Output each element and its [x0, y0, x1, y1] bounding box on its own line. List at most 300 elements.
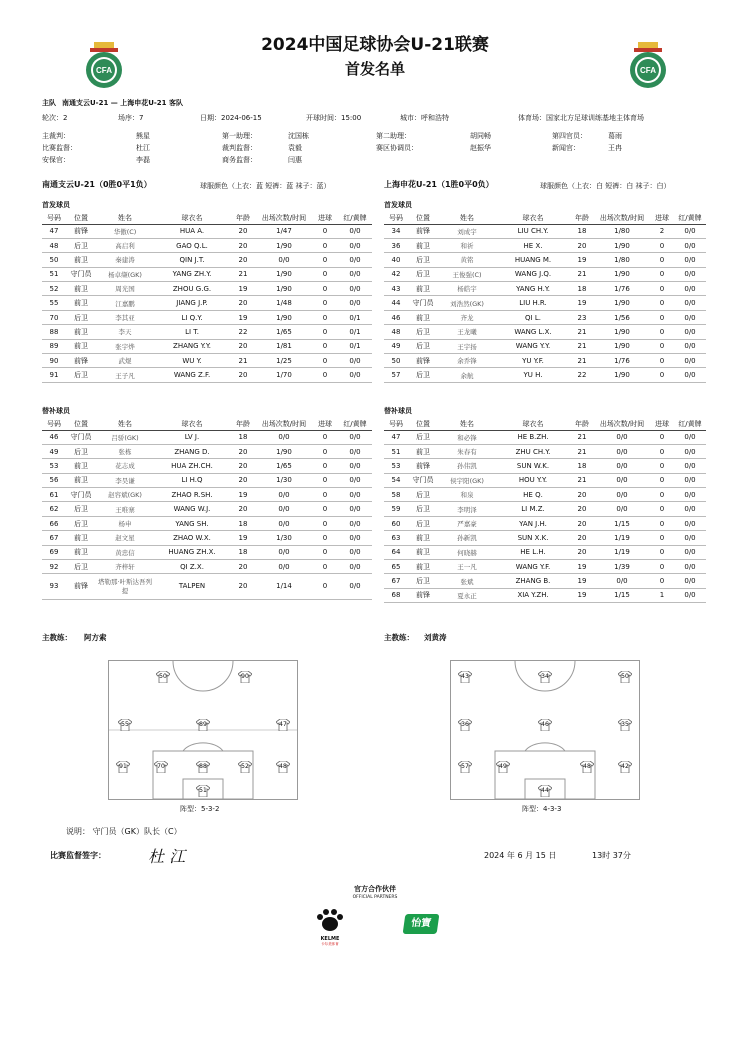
table-cell: 花志成: [96, 459, 154, 473]
table-cell: 前卫: [66, 459, 96, 473]
table-row: [42, 444, 372, 458]
player-shirt-icon: [458, 761, 472, 773]
table-cell: WANG Y.Y.: [496, 339, 570, 353]
table-cell: 1/76: [594, 282, 650, 296]
table-cell: 0/0: [338, 502, 372, 516]
table-cell: 后卫: [408, 502, 438, 516]
table-row: [384, 267, 706, 281]
table-cell: 18: [570, 224, 594, 238]
table-row: [384, 574, 706, 588]
table-cell: LV J.: [154, 430, 230, 444]
table-cell: 0/0: [338, 459, 372, 473]
shirt-number: 42: [621, 763, 629, 770]
column-header: 红/黄牌: [674, 418, 706, 430]
kickoff-time: 开球时间：15:00: [306, 114, 362, 122]
shirt-number: 35: [621, 721, 629, 728]
player-shirt-icon: [538, 671, 552, 683]
table-cell: 18: [570, 459, 594, 473]
table-cell: 0: [312, 516, 338, 530]
table-cell: SUN W.K.: [496, 459, 570, 473]
column-header: 年龄: [570, 418, 594, 430]
table-cell: 后卫: [66, 502, 96, 516]
table-cell: 0: [312, 545, 338, 559]
table-cell: 22: [570, 368, 594, 382]
table-cell: 1/90: [594, 238, 650, 252]
table-cell: 1/76: [594, 354, 650, 368]
table-cell: 孙伟凯: [438, 459, 496, 473]
table-cell: 55: [42, 296, 66, 310]
table-cell: HE Q.: [496, 488, 570, 502]
table-cell: 0/0: [256, 516, 312, 530]
player-shirt-icon: [196, 785, 210, 797]
shirt-number: 70: [157, 763, 165, 770]
table-cell: 后卫: [66, 368, 96, 382]
table-cell: 60: [384, 516, 408, 530]
table-cell: 0/1: [338, 325, 372, 339]
column-header: 年龄: [570, 212, 594, 224]
shirt-number: 48: [583, 763, 591, 770]
table-cell: 前卫: [408, 545, 438, 559]
table-cell: QI L.: [496, 310, 570, 324]
table-cell: 20: [570, 488, 594, 502]
table-cell: 20: [230, 368, 256, 382]
table-cell: 0/0: [674, 238, 706, 252]
table-cell: 21: [570, 325, 594, 339]
table-cell: 20: [570, 238, 594, 252]
table-cell: 前卫: [66, 473, 96, 487]
table-cell: 1: [650, 588, 674, 602]
player-shirt-icon: [196, 719, 210, 731]
table-cell: 1/90: [256, 267, 312, 281]
table-cell: ZHOU G.G.: [154, 282, 230, 296]
table-cell: 0: [312, 267, 338, 281]
table-cell: 0/0: [674, 444, 706, 458]
logo-text: CFA: [96, 66, 112, 75]
table-cell: 武煜: [96, 354, 154, 368]
player-shirt-icon: [458, 719, 472, 731]
table-cell: 0/0: [338, 574, 372, 600]
column-header: 位置: [66, 212, 96, 224]
table-cell: 46: [384, 310, 408, 324]
table-cell: 张栋: [96, 444, 154, 458]
table-cell: 王俊强(C): [438, 267, 496, 281]
away-formation-pitch: [450, 660, 640, 800]
table-cell: 1/80: [594, 224, 650, 238]
table-cell: 70: [42, 310, 66, 324]
table-cell: 黄忠信: [96, 545, 154, 559]
table-cell: YU H.: [496, 368, 570, 382]
table-cell: 0/0: [674, 224, 706, 238]
table-cell: HE X.: [496, 238, 570, 252]
shirt-number: 91: [119, 763, 127, 770]
table-cell: 0: [312, 339, 338, 353]
column-header: 球衣名: [496, 212, 570, 224]
table-header: [384, 212, 706, 224]
table-cell: 前锋: [408, 588, 438, 602]
table-cell: 21: [570, 473, 594, 487]
table-cell: 0/0: [594, 444, 650, 458]
column-header: 年龄: [230, 212, 256, 224]
table-row: [384, 339, 706, 353]
official-label: 赛区协调员：: [376, 144, 418, 152]
page-subtitle: 首发名单: [344, 60, 405, 78]
table-cell: 0: [650, 310, 674, 324]
table-cell: 前卫: [66, 339, 96, 353]
column-header: 号码: [42, 418, 66, 430]
table-cell: 47: [42, 224, 66, 238]
legend-note: 说明： 守门员（GK）队长（C）: [66, 827, 182, 836]
table-cell: 0/0: [338, 282, 372, 296]
table-cell: WANG J.Q.: [496, 267, 570, 281]
table-cell: 1/90: [594, 267, 650, 281]
column-header: 姓名: [96, 212, 154, 224]
table-cell: 0/0: [256, 560, 312, 574]
official-label: 比赛监督：: [42, 144, 77, 152]
table-cell: 前卫: [408, 282, 438, 296]
table-cell: 47: [384, 430, 408, 444]
kelme-text: KELME: [320, 936, 340, 942]
table-cell: 后卫: [408, 339, 438, 353]
table-header: [42, 418, 372, 430]
table-cell: LIU CH.Y.: [496, 224, 570, 238]
table-cell: 42: [384, 267, 408, 281]
column-header: 年龄: [230, 418, 256, 430]
table-cell: 0/0: [674, 560, 706, 574]
table-cell: 0/0: [256, 253, 312, 267]
table-cell: 34: [384, 224, 408, 238]
table-cell: 前卫: [408, 444, 438, 458]
table-cell: TALPEN: [154, 574, 230, 600]
table-cell: 黄铭: [438, 253, 496, 267]
column-header: 进球: [312, 212, 338, 224]
table-cell: HUANG M.: [496, 253, 570, 267]
table-cell: 0/0: [674, 267, 706, 281]
table-cell: 后卫: [66, 444, 96, 458]
table-cell: 92: [42, 560, 66, 574]
paw-icon: [312, 908, 348, 932]
table-cell: 后卫: [66, 238, 96, 252]
table-cell: 李天: [96, 325, 154, 339]
supervisor-signature: 杜 江: [148, 847, 186, 866]
table-cell: 侯宇阳(GK): [438, 473, 496, 487]
table-cell: HUA ZH.CH.: [154, 459, 230, 473]
match-date: 日期：2024-06-15: [200, 114, 262, 122]
away-kit: 球服颜色（上衣：白 短裤：白 袜子：白）: [540, 182, 671, 190]
table-cell: 0: [650, 459, 674, 473]
table-cell: 后卫: [408, 325, 438, 339]
column-header: 姓名: [438, 418, 496, 430]
table-cell: 前锋: [408, 354, 438, 368]
official-value: 葛雨: [608, 132, 622, 140]
column-header: 号码: [42, 212, 66, 224]
shirt-number: 50: [159, 673, 167, 680]
table-cell: 0: [650, 339, 674, 353]
table-cell: 0: [650, 531, 674, 545]
table-cell: 65: [384, 560, 408, 574]
table-cell: 余航: [438, 368, 496, 382]
column-header: 红/黄牌: [338, 212, 372, 224]
official-value: 沈国栋: [288, 132, 309, 140]
table-cell: 0: [312, 560, 338, 574]
table-cell: 0: [650, 473, 674, 487]
table-cell: 23: [570, 310, 594, 324]
home-subs-table: [42, 418, 372, 600]
table-cell: ZHANG B.: [496, 574, 570, 588]
table-cell: 李其亚: [96, 310, 154, 324]
table-cell: 18: [230, 516, 256, 530]
shirt-number: 48: [279, 763, 287, 770]
shirt-number: 51: [199, 787, 207, 794]
table-cell: 王唯寨: [96, 502, 154, 516]
table-header: [42, 212, 372, 224]
table-cell: 19: [570, 560, 594, 574]
table-cell: 0: [312, 282, 338, 296]
table-cell: 华傲(C): [96, 224, 154, 238]
table-cell: 0: [312, 253, 338, 267]
table-row: [42, 574, 372, 600]
table-cell: 前卫: [66, 325, 96, 339]
column-header: 红/黄牌: [338, 418, 372, 430]
shirt-number: 46: [541, 721, 549, 728]
away-team-name: 上海申花U-21（1胜0平0负）: [384, 180, 494, 189]
official-value: 李磊: [136, 156, 150, 164]
table-cell: 0/0: [674, 368, 706, 382]
table-row: [42, 368, 372, 382]
table-cell: 1/90: [256, 310, 312, 324]
table-row: [42, 560, 372, 574]
column-header: 出场次数/时间: [256, 418, 312, 430]
table-cell: 前锋: [66, 224, 96, 238]
table-row: [42, 488, 372, 502]
table-cell: 61: [42, 488, 66, 502]
home-coach-label: 主教练：: [42, 633, 72, 642]
home-subs-label: 替补球员: [42, 407, 70, 415]
table-cell: 48: [384, 325, 408, 339]
table-cell: 0/0: [256, 488, 312, 502]
table-cell: 1/70: [256, 368, 312, 382]
column-header: 球衣名: [496, 418, 570, 430]
table-cell: 前卫: [66, 282, 96, 296]
table-cell: 0/0: [338, 488, 372, 502]
table-cell: 52: [42, 282, 66, 296]
table-cell: 21: [570, 267, 594, 281]
official-value: 胡同畅: [470, 132, 491, 140]
table-cell: 塔勒那·叶斯达吾列提: [96, 574, 154, 600]
table-cell: 0: [650, 560, 674, 574]
table-cell: 1/15: [594, 516, 650, 530]
table-cell: 69: [42, 545, 66, 559]
table-cell: 1/39: [594, 560, 650, 574]
table-cell: LIU H.R.: [496, 296, 570, 310]
official-label: 第二助理：: [376, 132, 411, 140]
kelme-cn: 卡尔美体育: [321, 942, 339, 946]
table-cell: SUN X.K.: [496, 531, 570, 545]
table-cell: 王宇扬: [438, 339, 496, 353]
table-cell: 0/0: [256, 545, 312, 559]
official-value: 杜江: [136, 144, 150, 152]
table-cell: ZHAO W.X.: [154, 531, 230, 545]
table-cell: 前锋: [408, 459, 438, 473]
table-cell: 前卫: [408, 238, 438, 252]
table-cell: 20: [230, 560, 256, 574]
table-cell: 0/0: [338, 224, 372, 238]
signature-label: 比赛监督签字：: [50, 851, 106, 860]
table-cell: WANG L.X.: [496, 325, 570, 339]
table-cell: 0/0: [674, 282, 706, 296]
shirt-number: 89: [199, 721, 207, 728]
table-cell: 1/80: [594, 253, 650, 267]
table-cell: 前锋: [408, 224, 438, 238]
player-shirt-icon: [238, 761, 252, 773]
table-cell: 李昊谦: [96, 473, 154, 487]
column-header: 姓名: [438, 212, 496, 224]
column-header: 号码: [384, 212, 408, 224]
table-row: [384, 531, 706, 545]
column-header: 位置: [408, 418, 438, 430]
table-cell: 0/0: [674, 253, 706, 267]
table-cell: 1/15: [594, 588, 650, 602]
table-cell: 20: [570, 545, 594, 559]
table-cell: 0: [312, 296, 338, 310]
table-cell: 0: [650, 267, 674, 281]
official-value: 袁毅: [288, 144, 302, 152]
table-cell: 0/0: [674, 488, 706, 502]
table-cell: 0/0: [674, 310, 706, 324]
table-cell: 0: [650, 502, 674, 516]
table-cell: 后卫: [408, 368, 438, 382]
table-cell: 19: [230, 282, 256, 296]
table-cell: 66: [42, 516, 66, 530]
shirt-number: 47: [279, 721, 287, 728]
table-cell: 0: [312, 473, 338, 487]
table-row: [384, 238, 706, 252]
table-cell: 杨皓宇: [438, 282, 496, 296]
table-cell: 齐梓轩: [96, 560, 154, 574]
table-cell: 后卫: [408, 253, 438, 267]
table-cell: 49: [384, 339, 408, 353]
table-cell: 1/90: [594, 368, 650, 382]
table-row: [384, 516, 706, 530]
table-cell: 91: [42, 368, 66, 382]
table-cell: 51: [384, 444, 408, 458]
table-cell: 李明泽: [438, 502, 496, 516]
table-cell: 50: [42, 253, 66, 267]
column-header: 号码: [384, 418, 408, 430]
shirt-number: 55: [121, 721, 129, 728]
table-cell: 王子凡: [96, 368, 154, 382]
table-cell: 张宇烨: [96, 339, 154, 353]
table-cell: 20: [230, 224, 256, 238]
table-cell: 后卫: [408, 430, 438, 444]
table-cell: ZHANG D.: [154, 444, 230, 458]
player-shirt-icon: [458, 671, 472, 683]
table-cell: 0: [650, 325, 674, 339]
table-cell: 18: [230, 430, 256, 444]
column-header: 进球: [650, 418, 674, 430]
column-header: 红/黄牌: [674, 212, 706, 224]
table-cell: 18: [570, 282, 594, 296]
table-cell: 江嘉鹏: [96, 296, 154, 310]
table-cell: 0/0: [338, 516, 372, 530]
table-cell: 1/48: [256, 296, 312, 310]
table-cell: 0: [650, 430, 674, 444]
table-cell: 0/0: [338, 296, 372, 310]
table-cell: 0: [312, 325, 338, 339]
official-label: 第一助理：: [222, 132, 257, 140]
player-shirt-icon: [276, 719, 290, 731]
table-cell: 0/0: [594, 473, 650, 487]
shirt-number: 36: [461, 721, 469, 728]
table-cell: 0/0: [674, 459, 706, 473]
table-row: [42, 267, 372, 281]
home-starting-label: 首发球员: [42, 201, 70, 209]
table-row: [42, 282, 372, 296]
player-shirt-icon: [538, 719, 552, 731]
table-cell: 守门员: [408, 473, 438, 487]
table-cell: 88: [42, 325, 66, 339]
table-cell: 0/0: [338, 473, 372, 487]
table-row: [384, 253, 706, 267]
table-cell: 0/0: [338, 368, 372, 382]
table-cell: 59: [384, 502, 408, 516]
table-cell: YU Y.F.: [496, 354, 570, 368]
table-cell: 0/0: [338, 354, 372, 368]
official-value: 闫惠: [288, 156, 302, 164]
table-header: [384, 418, 706, 430]
table-cell: 0: [312, 224, 338, 238]
column-header: 位置: [66, 418, 96, 430]
table-cell: 高启利: [96, 238, 154, 252]
table-cell: 1/90: [594, 339, 650, 353]
away-coach: 刘黄涛: [424, 633, 447, 642]
official-value: 熊星: [136, 132, 150, 140]
table-cell: 19: [230, 531, 256, 545]
table-cell: 19: [570, 253, 594, 267]
table-cell: 0: [650, 238, 674, 252]
table-cell: 0/0: [338, 545, 372, 559]
player-shirt-icon: [118, 719, 132, 731]
table-cell: 19: [570, 296, 594, 310]
table-cell: 0: [650, 574, 674, 588]
table-cell: 1/56: [594, 310, 650, 324]
table-cell: 62: [42, 502, 66, 516]
table-row: [42, 325, 372, 339]
table-row: [384, 368, 706, 382]
player-shirt-icon: [154, 761, 168, 773]
table-row: [384, 325, 706, 339]
venue: 体育场：国家北方足球训练基地主体育场: [518, 114, 644, 122]
table-cell: 张斌: [438, 574, 496, 588]
table-cell: 齐龙: [438, 310, 496, 324]
table-cell: 0: [312, 502, 338, 516]
table-cell: 18: [230, 545, 256, 559]
shirt-number: 44: [541, 787, 549, 794]
table-cell: WANG Y.F.: [496, 560, 570, 574]
table-cell: 63: [384, 531, 408, 545]
table-cell: LI T.: [154, 325, 230, 339]
table-cell: WANG W.J.: [154, 502, 230, 516]
sign-time: 13时 37分: [592, 851, 631, 860]
column-header: 出场次数/时间: [594, 212, 650, 224]
table-cell: 守门员: [66, 488, 96, 502]
partners-subtitle: OFFICIAL PARTNERS: [352, 895, 398, 900]
table-row: [42, 339, 372, 353]
table-cell: XIA Y.ZH.: [496, 588, 570, 602]
table-cell: 0/0: [594, 502, 650, 516]
table-row: [384, 296, 706, 310]
table-cell: 后卫: [66, 516, 96, 530]
table-row: [42, 296, 372, 310]
